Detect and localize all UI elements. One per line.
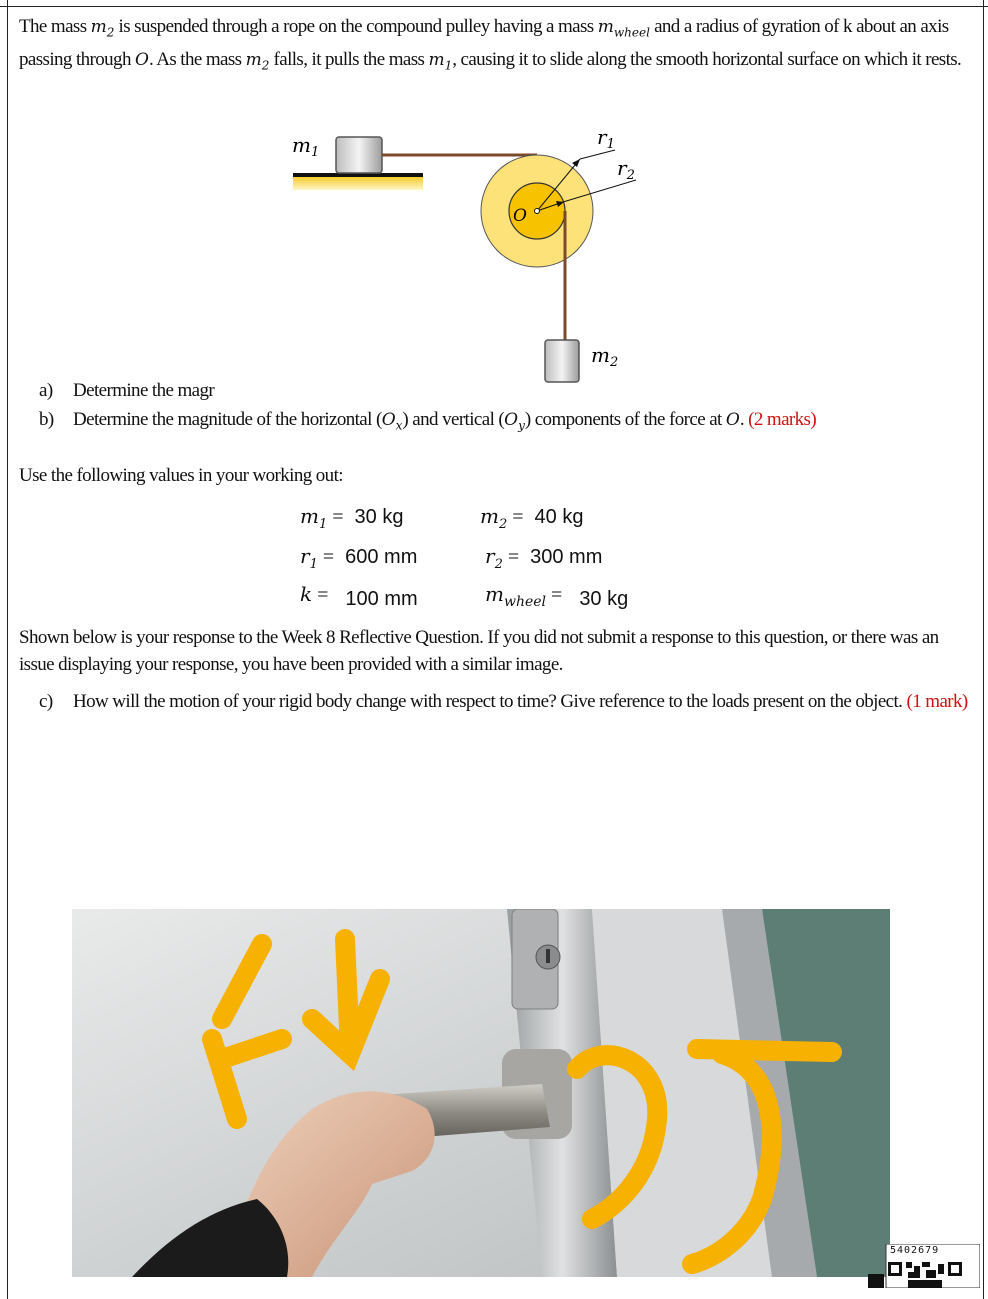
marks-b: (2 marks) xyxy=(748,409,817,430)
question-a: a) Determine the magr xyxy=(39,380,215,401)
value-mwheel: $m_{wheel} = 30$ kg xyxy=(485,582,629,610)
photo-lock-keyhole xyxy=(546,949,550,963)
response-intro: Shown below is your response to the Week 8 Reflective Question. If you did not submit a response to this question, or there was an issue displaying your response, you have been provided with a similar image. xyxy=(19,627,939,675)
annotation-arrow-tail xyxy=(697,1049,832,1052)
axis-point-o xyxy=(535,209,540,214)
radius-r1-arrowhead xyxy=(572,159,580,167)
block-m1 xyxy=(336,137,382,173)
label-r2: $r_2$ xyxy=(617,156,635,183)
question-c: c) How will the motion of your rigid body change with respect to time? Give reference to the loads present on the object. (1 mark) xyxy=(39,691,968,712)
question-b: b) Determine the magnitude of the horizontal $(O_x)$ and vertical $(O_y)$ components of the force at O. (2 marks) xyxy=(39,409,817,433)
footer-code: 5402679 xyxy=(890,1245,940,1256)
value-m1: $m_1 = 30$ kg xyxy=(300,504,404,532)
block-m2 xyxy=(545,340,579,382)
value-m2: $m_2 = 40$ kg xyxy=(480,504,584,532)
label-m2: $m_2$ xyxy=(591,343,619,370)
value-r1: $r_1 = 600$ mm xyxy=(300,544,418,572)
footer-code-box xyxy=(868,1244,980,1288)
problem-statement: The mass $m_2$ is suspended through a rope on the compound pulley having a mass $m_{wheel}$ and a radius of gyration of k about an axis passing through O. As the mass $m_2$ falls, it pulls the mass $m_1$, causing it to slide along the smooth horizontal surface on which it rests. xyxy=(19,16,962,73)
value-r2: $r_2 = 300$ mm xyxy=(485,544,603,572)
value-k: k = 100 mm xyxy=(300,582,418,610)
response-photo xyxy=(72,909,890,1277)
marks-c: (1 mark) xyxy=(906,691,968,712)
label-o: O xyxy=(513,206,527,226)
values-intro: Use the following values in your working out: xyxy=(19,465,343,486)
label-m1: $m_1$ xyxy=(292,133,320,160)
pulley-diagram xyxy=(280,118,680,388)
ground-surface-shadow xyxy=(293,176,423,190)
label-r1: $r_1$ xyxy=(597,125,615,152)
